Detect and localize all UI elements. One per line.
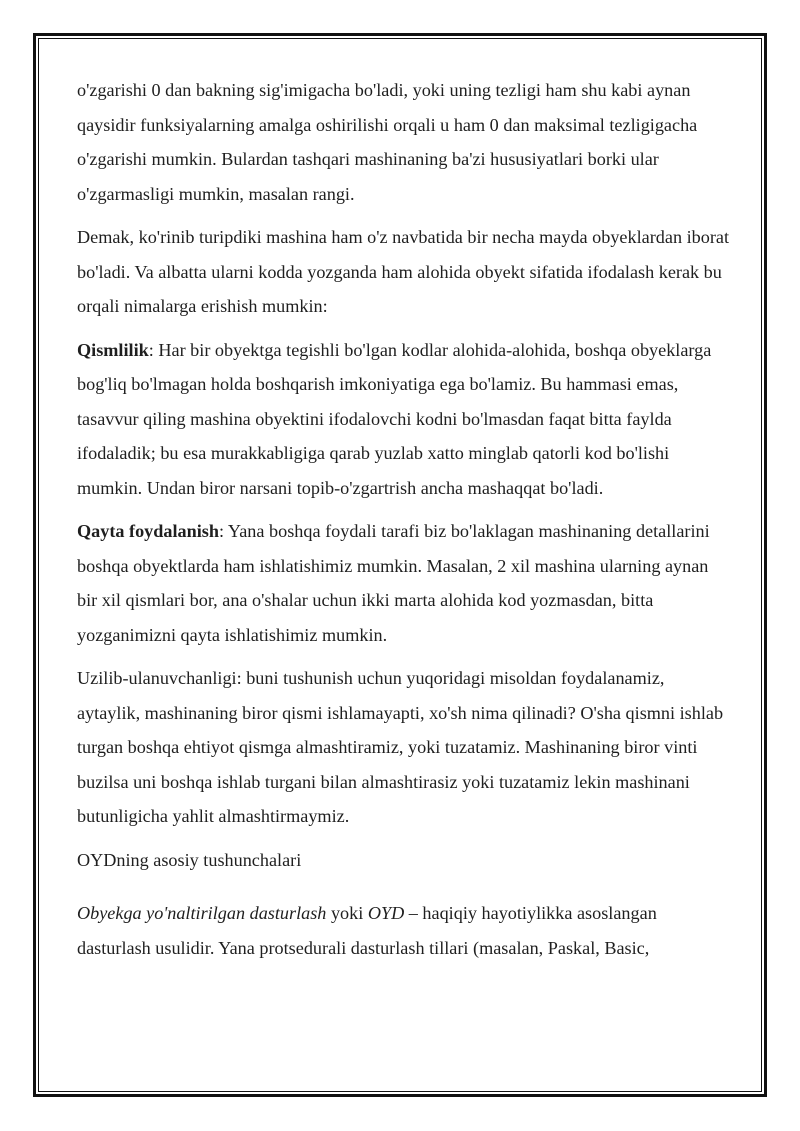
reuse-text: : Yana boshqa foydali tarafi biz bo'laklagan mashinaning detallarini boshqa obyektlarda ham ishlatishimiz mumkin. Masalan, 2 xil mashina ularning aynan bir xil qismlari bor, ana o'shalar uchun ikki marta alohida kod yozmasdan, bitta yozganimizni qayta ishlatishimiz mumkin.	[77, 521, 710, 645]
term-oyd: OYD	[367, 903, 405, 923]
term-modularity: Qismlilik	[77, 339, 149, 360]
paragraph-modularity	[77, 333, 729, 506]
section-heading: OYDning asosiy tushunchalari	[77, 849, 302, 870]
modularity-text: : Har bir obyektga tegishli bo'lgan kodlar alohida-alohida, boshqa obyeklarga bog'liq bo'lmagan holda boshqarish imkoniyatiga ega bo'lamiz. Bu hammasi emas, tasavvur qiling mashina obyektini ifodalovchi kodni bo'lmasdan faqat bitta faylda ifodaladik; bu esa murakkabligiga qarab yuzlab xatto minglab qatorli kod bo'lishi mumkin. Undan biror narsani topib-o'zgartrish ancha mashaqqat bo'ladi.	[77, 339, 712, 498]
term-oop: Obyekga yo'naltirilgan dasturlash	[77, 903, 327, 923]
document-body	[77, 73, 729, 974]
oop-connector: yoki	[326, 903, 368, 923]
paragraph-reuse	[77, 514, 729, 652]
term-reuse: Qayta foydalanish	[77, 521, 219, 541]
paragraph-oop-definition	[77, 896, 729, 965]
paragraph-car-objects: Demak, ko'rinib turipdiki mashina ham o'z navbatida bir necha mayda obyeklardan iborat bo'ladi. Va albatta ularni kodda yozganda ham alohida obyekt sifatida ifodalash kerak bu orqali nimalarga erishish mumkin:	[77, 227, 730, 316]
paragraph-pluggability: Uzilib-ulanuvchanligi: buni tushunish uchun yuqoridagi misoldan foydalanamiz, aytaylik, mashinaning biror qismi ishlamayapti, xo'sh nima qilinadi? O'sha qismni ishlab turgan boshqa ehtiyot qismga almashtiramiz, yoki tuzatamiz. Mashinaning biror vinti buzilsa uni boshqa ishlab turgani bilan almashtirasiz yoki tuzatamiz lekin mashinani butunligicha yahlit almashtirmaymiz.	[77, 668, 724, 826]
paragraph-tank-capacity: o'zgarishi 0 dan bakning sig'imigacha bo'ladi, yoki uning tezligi ham shu kabi aynan qaysidir funksiyalarning amalga oshirilishi orqali u ham 0 dan maksimal tezligigacha o'zgarishi mumkin. Bulardan tashqari mashinaning ba'zi hususiyatlari borki ular o'zgarmasligi mumkin, masalan rangi.	[77, 80, 698, 204]
oop-definition-text: – haqiqiy hayotiylikka asoslangan dasturlash usulidir. Yana protsedurali dasturlash tillari (masalan, Paskal, Basic,	[77, 903, 657, 958]
